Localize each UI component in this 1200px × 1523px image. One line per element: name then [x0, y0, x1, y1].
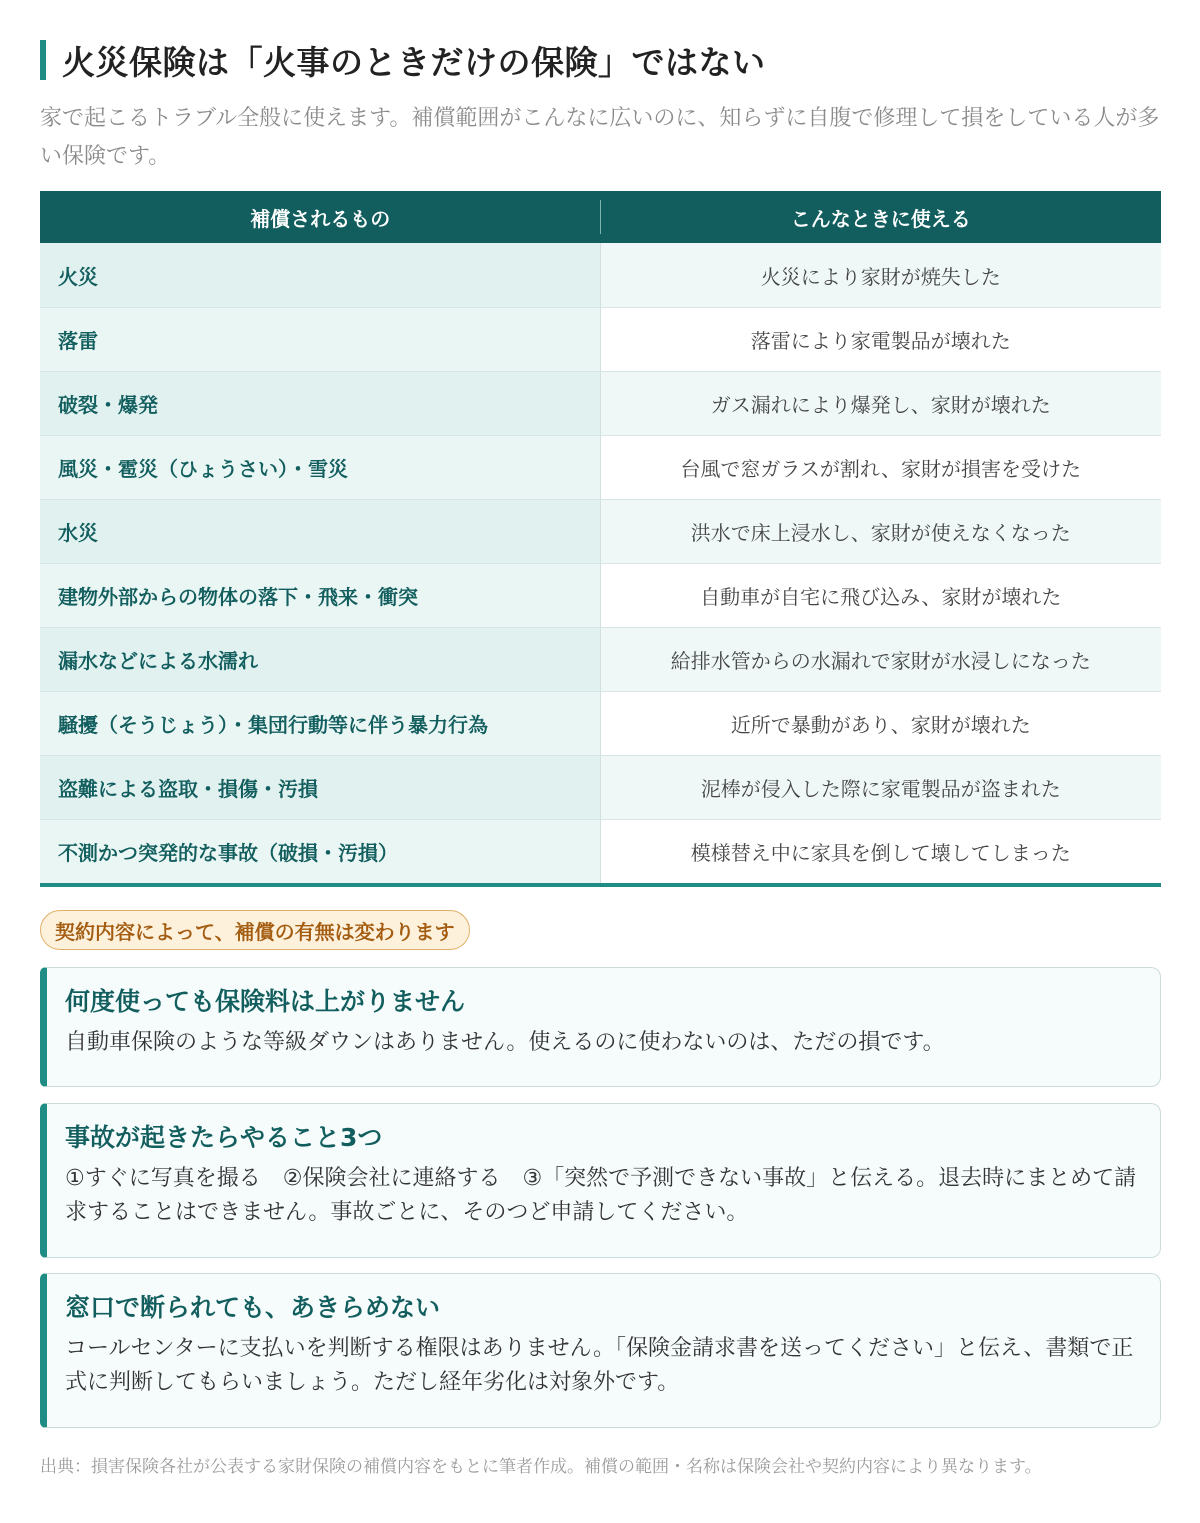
example-cell: 給排水管からの水漏れで家財が水浸しになった	[601, 628, 1162, 691]
info-card-dont-give-up	[40, 1273, 1161, 1428]
coverage-cell: 火災	[40, 243, 601, 307]
table-row	[40, 819, 1161, 883]
table-header	[40, 191, 1161, 243]
column-header-coverage: 補償されるもの	[40, 191, 601, 243]
table-row	[40, 371, 1161, 435]
page-title: 火災保険は「火事のときだけの保険」ではない	[62, 42, 766, 82]
coverage-cell: 水災	[40, 500, 601, 563]
coverage-table	[40, 191, 1161, 887]
coverage-cell: 破裂・爆発	[40, 372, 601, 435]
example-cell: 近所で暴動があり、家財が壊れた	[601, 692, 1162, 755]
table-row	[40, 627, 1161, 691]
table-row	[40, 499, 1161, 563]
example-cell: ガス漏れにより爆発し、家財が壊れた	[601, 372, 1162, 435]
title-row	[40, 38, 1160, 82]
source-footnote: 出典：損害保険各社が公表する家財保険の補償内容をもとに筆者作成。補償の範囲・名称は保険会社や契約内容により異なります。	[40, 1457, 1042, 1477]
table-row	[40, 755, 1161, 819]
card-body: ①すぐに写真を撮る ②保険会社に連絡する ③「突然で予測できない事故」と伝える。退去時にまとめて請求することはできません。事故ごとに、そのつど申請してください。	[65, 1166, 1137, 1225]
example-cell: 泥棒が侵入した際に家電製品が盗まれた	[601, 756, 1162, 819]
card-title: 事故が起きたらやること3つ	[65, 1123, 383, 1152]
table-row	[40, 243, 1161, 307]
table-row	[40, 691, 1161, 755]
card-body: 自動車保険のような等級ダウンはありません。使えるのに使わないのは、ただの損です。	[65, 1030, 945, 1055]
info-card-premium	[40, 967, 1161, 1087]
table-row	[40, 563, 1161, 627]
table-row	[40, 435, 1161, 499]
coverage-cell: 盗難による盗取・損傷・汚損	[40, 756, 601, 819]
coverage-cell: 不測かつ突発的な事故（破損・汚損）	[40, 820, 601, 883]
coverage-cell: 建物外部からの物体の落下・飛来・衝突	[40, 564, 601, 627]
card-title: 何度使っても保険料は上がりません	[65, 987, 466, 1016]
coverage-cell: 風災・雹災（ひょうさい）・雪災	[40, 436, 601, 499]
example-cell: 自動車が自宅に飛び込み、家財が壊れた	[601, 564, 1162, 627]
column-header-example: こんなときに使える	[790, 206, 971, 231]
example-cell: 台風で窓ガラスが割れ、家財が損害を受けた	[601, 436, 1162, 499]
page-subtitle: 家で起こるトラブル全般に使えます。補償範囲がこんなに広いのに、知らずに自腹で修理して損をしている人が多い保険です。	[40, 106, 1160, 169]
coverage-cell: 騒擾（そうじょう）・集団行動等に伴う暴力行為	[40, 692, 601, 755]
card-body: コールセンターに支払いを判断する権限はありません。「保険金請求書を送ってください」と伝え、書類で正式に判断してもらいましょう。ただし経年劣化は対象外です。	[65, 1336, 1134, 1395]
coverage-cell: 落雷	[40, 308, 601, 371]
example-cell: 火災により家財が焼失した	[601, 243, 1162, 307]
card-title: 窓口で断られても、あきらめない	[65, 1293, 441, 1322]
example-cell: 落雷により家電製品が壊れた	[601, 308, 1162, 371]
example-cell: 洪水で床上浸水し、家財が使えなくなった	[601, 500, 1162, 563]
contract-note-badge: 契約内容によって、補償の有無は変わります	[40, 910, 470, 950]
title-accent-bar	[40, 40, 46, 80]
info-card-accident-steps	[40, 1103, 1161, 1258]
table-row	[40, 307, 1161, 371]
coverage-cell: 漏水などによる水濡れ	[40, 628, 601, 691]
example-cell: 模様替え中に家具を倒して壊してしまった	[601, 820, 1162, 883]
table-body	[40, 243, 1161, 883]
